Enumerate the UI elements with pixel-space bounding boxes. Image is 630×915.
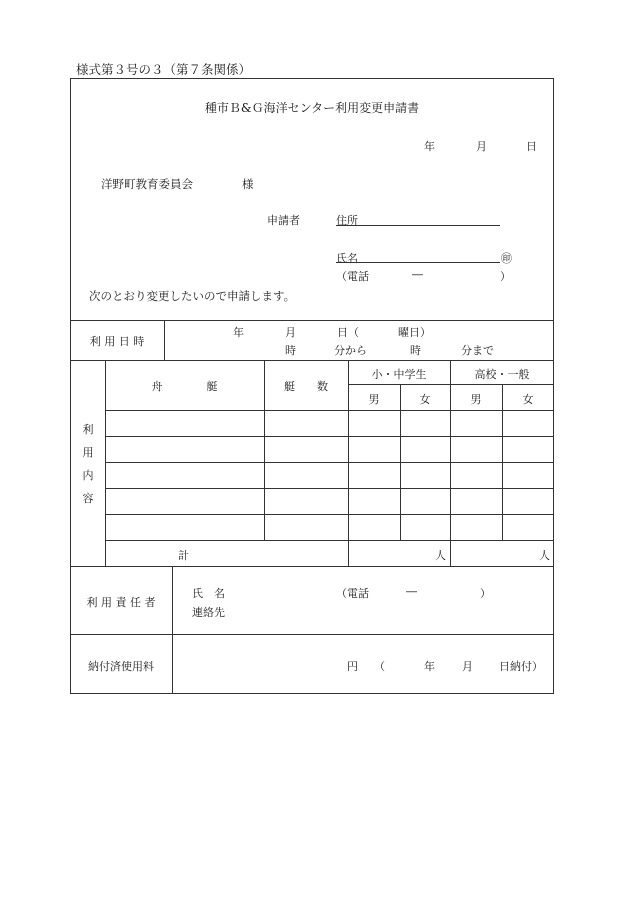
fee-label: 納付済使用料 bbox=[88, 660, 154, 673]
header-high-male: 男 bbox=[470, 393, 482, 406]
usage-day: 日（ bbox=[337, 326, 359, 339]
divider-row-3 bbox=[105, 488, 554, 489]
divider-table-bottom bbox=[70, 566, 554, 567]
divider-row-5 bbox=[105, 540, 554, 541]
applicant-name-line bbox=[336, 262, 500, 263]
divider-row-2 bbox=[105, 462, 554, 463]
date-year: 年 bbox=[424, 140, 435, 153]
applicant-address-label: 住所 bbox=[336, 214, 358, 227]
date-month: 月 bbox=[476, 140, 487, 153]
responsible-phone-close: ） bbox=[480, 587, 491, 600]
total-high-persons: 人 bbox=[539, 549, 550, 562]
responsible-phone-open: （電話 bbox=[336, 587, 369, 600]
header-elem-female: 女 bbox=[419, 393, 431, 406]
applicant-phone-close: ） bbox=[500, 270, 511, 283]
date-day: 日 bbox=[526, 140, 537, 153]
form-title: 種市Ｂ&Ｇ海洋センター利用変更申請書 bbox=[204, 101, 420, 115]
header-boat: 舟 艇 bbox=[151, 380, 218, 393]
header-elementary: 小・中学生 bbox=[371, 368, 427, 381]
usage-section-char-3: 内 bbox=[82, 469, 94, 482]
header-highschool-general: 高校・一般 bbox=[474, 368, 530, 381]
usage-section-char-4: 容 bbox=[82, 492, 94, 505]
fee-paid-day: 日納付） bbox=[499, 660, 543, 673]
responsible-name-label: 氏 名 bbox=[192, 587, 225, 600]
addressee-honorific: 様 bbox=[242, 177, 254, 191]
fee-yen: 円 bbox=[347, 660, 358, 673]
divider-responsible-bottom bbox=[70, 634, 554, 635]
application-statement: 次のとおり変更したいので申請します。 bbox=[89, 289, 296, 303]
usage-month: 月 bbox=[285, 326, 296, 339]
usage-section-char-2: 用 bbox=[82, 446, 94, 459]
total-label: 計 bbox=[178, 549, 189, 562]
fee-paren-open: （ bbox=[374, 660, 385, 673]
applicant-label: 申請者 bbox=[267, 214, 300, 227]
usage-datetime-label: 利 用 日 時 bbox=[89, 335, 145, 348]
form-number-label: 様式第３号の３（第７条関係） bbox=[76, 62, 252, 77]
applicant-name-label: 氏名 bbox=[336, 252, 358, 265]
fee-month: 月 bbox=[462, 660, 473, 673]
responsible-contact-label: 連絡先 bbox=[192, 606, 225, 619]
divider-header-bottom bbox=[70, 320, 554, 321]
addressee: 洋野町教育委員会 bbox=[101, 177, 193, 191]
seal-mark: ㊞ bbox=[501, 252, 512, 265]
applicant-address-line bbox=[336, 225, 500, 226]
header-boat-count: 艇 数 bbox=[284, 380, 328, 393]
usage-section-char-1: 利 bbox=[82, 423, 94, 436]
applicant-phone-dash: ― bbox=[412, 268, 423, 281]
responsible-label: 利 用 責 任 者 bbox=[86, 596, 156, 609]
usage-year: 年 bbox=[233, 326, 244, 339]
usage-min-to: 分まで bbox=[461, 344, 494, 357]
vline-datetime-label bbox=[164, 320, 165, 360]
applicant-phone-open: （電話 bbox=[336, 270, 369, 283]
responsible-phone-dash: ― bbox=[406, 585, 417, 598]
divider-row-1 bbox=[105, 436, 554, 437]
vline-high-mid bbox=[502, 384, 503, 540]
header-elem-male: 男 bbox=[368, 393, 380, 406]
usage-hour-to: 時 bbox=[410, 344, 421, 357]
divider-subheader bbox=[348, 384, 554, 385]
total-elem-persons: 人 bbox=[435, 549, 446, 562]
usage-hour-from: 時 bbox=[285, 344, 296, 357]
divider-row-4 bbox=[105, 514, 554, 515]
divider-datetime-bottom bbox=[70, 360, 554, 361]
vline-elem-mid bbox=[400, 384, 401, 540]
vline-responsible-label bbox=[172, 566, 173, 694]
usage-weekday: 曜日） bbox=[398, 326, 431, 339]
divider-table-header-bottom bbox=[105, 410, 554, 411]
header-high-female: 女 bbox=[522, 393, 534, 406]
fee-year: 年 bbox=[424, 660, 435, 673]
usage-min-from: 分から bbox=[334, 344, 367, 357]
